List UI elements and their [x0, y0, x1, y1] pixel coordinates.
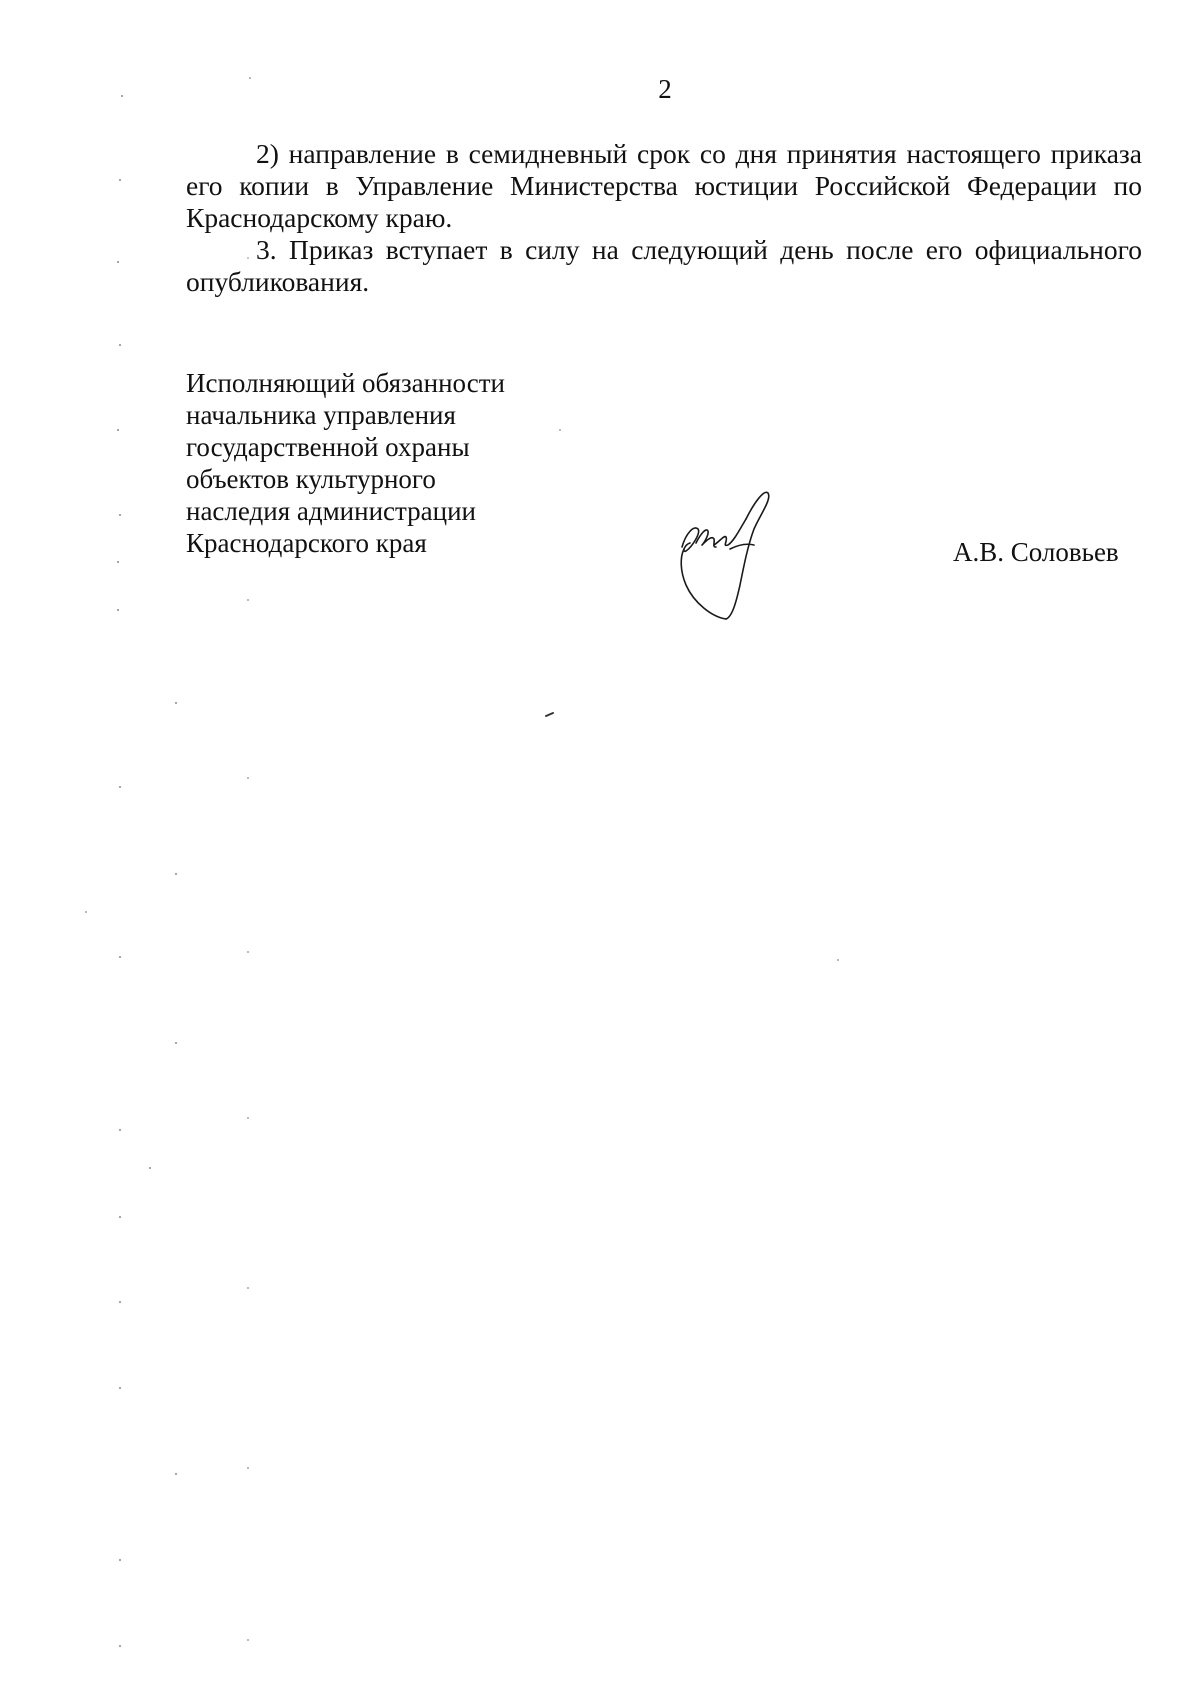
paragraph-item-3: 3. Приказ вступает в силу на следующий день после его официального опубликования.	[186, 234, 1142, 297]
position-line: государственной охраны	[186, 432, 470, 462]
handwritten-signature-icon	[668, 485, 788, 625]
page-number: 2	[658, 74, 672, 104]
document-body	[186, 138, 1142, 298]
position-line: Краснодарского края	[186, 528, 427, 558]
position-line: объектов культурного	[186, 464, 436, 494]
signatory-position	[186, 367, 606, 559]
position-line: наследия администрации	[186, 496, 476, 526]
paragraph-item-2: 2) направление в семидневный срок со дня принятия настоящего приказа его копии в Управление Министерства юстиции Российской Федерации по Краснодарскому краю.	[186, 138, 1142, 233]
position-line: Исполняющий обязанности	[186, 368, 505, 398]
position-line: начальника управления	[186, 400, 456, 430]
signer-name: А.В. Соловьев	[953, 537, 1119, 567]
